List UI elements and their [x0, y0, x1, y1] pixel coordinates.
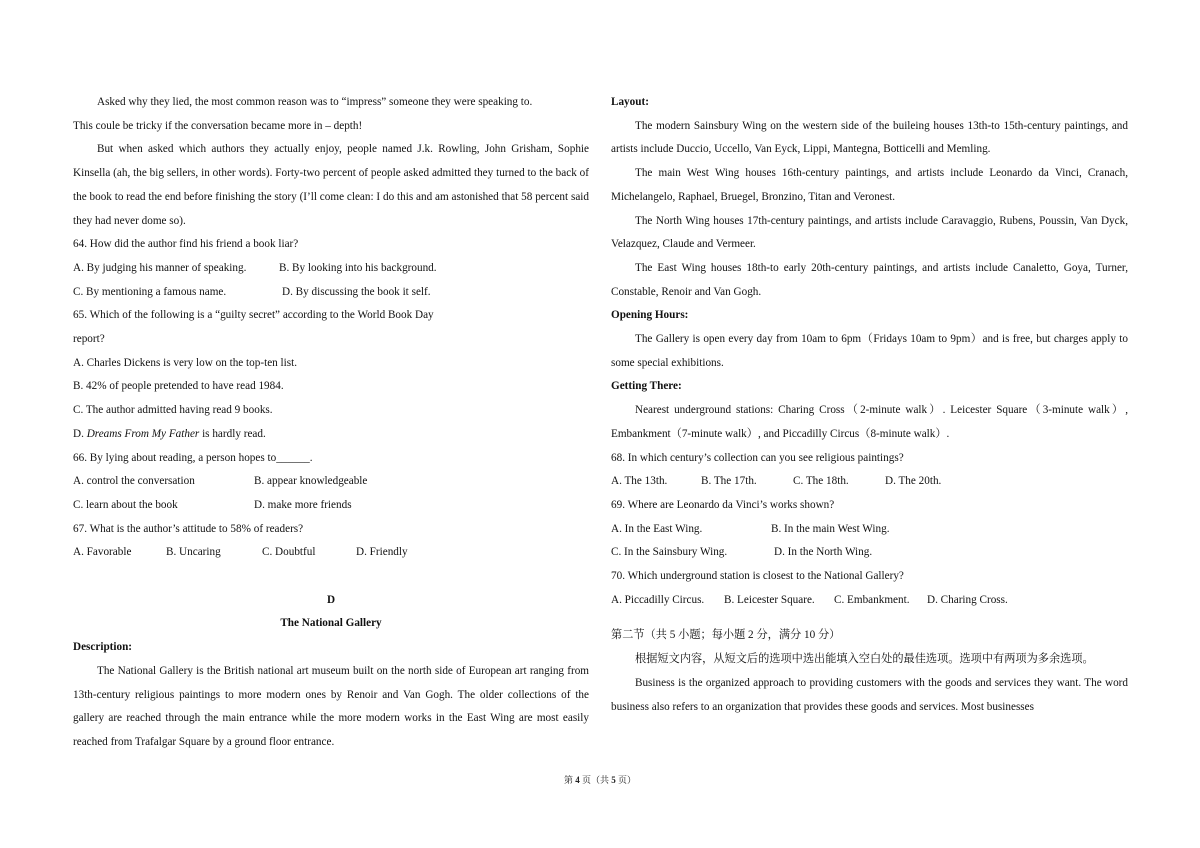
- option-67-d: D. Friendly: [356, 546, 408, 559]
- option-65-c: C. The author admitted having read 9 books.: [73, 404, 273, 417]
- option-69-a: A. In the East Wing.: [611, 522, 703, 535]
- option-65-a: A. Charles Dickens is very low on the top-ten list.: [73, 356, 298, 369]
- question-70-options: [611, 589, 1128, 613]
- option-69-c: C. In the Sainsbury Wing.: [611, 546, 728, 559]
- option-66-a: A. control the conversation: [73, 475, 195, 488]
- footer-total-pages: 5: [611, 775, 616, 785]
- option-70-a: A. Piccadilly Circus.: [611, 593, 705, 606]
- business-paragraph: Business is the organized approach to providing customers with the goods and services they want. The word business also refers to an organization that provides these goods and services. Most businesses: [611, 676, 1128, 713]
- question-66-options-row1: [73, 470, 589, 494]
- question-69-stem: 69. Where are Leonardo da Vinci’s works shown?: [611, 498, 835, 511]
- option-70-c: C. Embankment.: [834, 593, 910, 606]
- option-64-b: B. By looking into his background.: [279, 261, 437, 274]
- option-68-b: B. The 17th.: [701, 475, 757, 488]
- question-69-options-row1: [611, 518, 1128, 542]
- page-footer: [0, 773, 1200, 786]
- question-68-options: [611, 470, 1128, 494]
- question-66-options-row2: [73, 494, 589, 518]
- option-65-d-book-title: Dreams From My Father: [86, 427, 200, 440]
- description-heading: Description:: [73, 641, 133, 654]
- paragraph-reason-line2: This coule be tricky if the conversation became more in – depth!: [73, 119, 363, 132]
- option-69-b: B. In the main West Wing.: [771, 522, 890, 535]
- spacer: [611, 612, 1128, 624]
- section-2-heading: 第二节（共 5 小题；每小题 2 分，满分 10 分）: [611, 629, 841, 642]
- option-67-b: B. Uncaring: [166, 546, 221, 559]
- option-70-d: D. Charing Cross.: [927, 593, 1008, 606]
- option-65-d: [73, 423, 589, 447]
- question-69-options-row2: [611, 541, 1128, 565]
- option-65-d-suffix: is hardly read.: [199, 427, 266, 440]
- opening-hours-paragraph: The Gallery is open every day from 10am to 6pm（Fridays 10am to 9pm）and is free, but charges apply to some special exhibitions.: [611, 333, 1128, 369]
- question-64-options-row1: [73, 257, 589, 281]
- question-64-stem: 64. How did the author find his friend a book liar?: [73, 238, 299, 251]
- option-67-a: A. Favorable: [73, 546, 132, 559]
- description-paragraph: The National Gallery is the British national art museum built on the north side of European art ranging from 13th-century religious paintings to more modern ones by Renoir and Van Gogh. The older collections of the gallery are reached through the main entrance while the more modern works in the East Wing are most easily reached from Trafalgar Square by a ground floor entrance.: [73, 664, 589, 748]
- option-66-b: B. appear knowledgeable: [254, 475, 368, 488]
- option-67-c: C. Doubtful: [262, 546, 316, 559]
- question-66-stem: 66. By lying about reading, a person hopes to______.: [73, 451, 313, 464]
- paragraph-reason-line1: Asked why they lied, the most common reason was to “impress” someone they were speaking to.: [97, 96, 533, 108]
- layout-heading: Layout:: [611, 96, 649, 108]
- option-69-d: D. In the North Wing.: [774, 546, 873, 559]
- question-67-stem: 67. What is the author’s attitude to 58% of readers?: [73, 522, 304, 535]
- question-68-stem: 68. In which century’s collection can you see religious paintings?: [611, 451, 904, 464]
- layout-north-wing: The North Wing houses 17th-century paintings, and artists include Caravaggio, Rubens, Poussin, Van Dyck, Velazquez, Claude and Vermeer.: [611, 214, 1128, 251]
- option-64-c: C. By mentioning a famous name.: [73, 285, 227, 298]
- question-65-stem-line1: 65. Which of the following is a “guilty secret” according to the World Book Day: [73, 309, 434, 322]
- option-64-a: A. By judging his manner of speaking.: [73, 261, 247, 274]
- option-65-d-prefix: D.: [73, 427, 87, 440]
- layout-sainsbury-wing: The modern Sainsbury Wing on the western side of the buileing houses 13th-to 15th-century paintings, and artists include Duccio, Uccello, Van Eyck, Lippi, Mantegna, Botticelli and Memling.: [611, 119, 1128, 156]
- getting-there-heading: Getting There:: [611, 380, 682, 393]
- spacer: [73, 565, 589, 589]
- footer-page-number: 4: [575, 775, 580, 785]
- layout-west-wing: The main West Wing houses 16th-century paintings, and artists include Leonardo da Vinci, Cranach, Michelangelo, Raphael, Bruegel, Bronzino, Titan and Veronest.: [611, 167, 1128, 203]
- right-column: [611, 91, 1128, 719]
- option-68-c: C. The 18th.: [793, 475, 849, 488]
- question-70-stem: 70. Which underground station is closest to the National Gallery?: [611, 570, 904, 583]
- section-2-instruction: 根据短文内容，从短文后的选项中选出能填入空白处的最佳选项。选项中有两项为多余选项。: [635, 653, 1094, 666]
- option-65-b: B. 42% of people pretended to have read 1984.: [73, 380, 284, 393]
- footer-mid: 页（共: [581, 775, 609, 785]
- footer-prefix: 第: [563, 775, 573, 785]
- left-column: [73, 91, 589, 755]
- section-letter: D: [326, 593, 336, 606]
- option-64-d: D. By discussing the book it self.: [282, 285, 431, 298]
- question-64-options-row2: [73, 281, 589, 305]
- passage-title: The National Gallery: [280, 617, 382, 630]
- question-65-stem-line2: report?: [73, 333, 105, 346]
- paragraph-authors: But when asked which authors they actually enjoy, people named J.k. Rowling, John Grisham, Sophie Kinsella (ah, the big sellers, in other words). Forty-two percent of people asked admitted they turned to the back of the book to read the end before finishing the story (I’ll come clean: I do this and am astonished that 58 percent said they had never dome so).: [73, 143, 589, 227]
- opening-hours-heading: Opening Hours:: [611, 309, 689, 322]
- option-70-b: B. Leicester Square.: [724, 593, 815, 606]
- option-66-d: D. make more friends: [254, 498, 352, 511]
- question-67-options: [73, 541, 589, 565]
- layout-east-wing: The East Wing houses 18th-to early 20th-century paintings, and artists include Canaletto, Goya, Turner, Constable, Renoir and Van Gogh.: [611, 261, 1128, 298]
- option-66-c: C. learn about the book: [73, 498, 178, 511]
- getting-there-paragraph: Nearest underground stations: Charing Cross（2-minute walk）. Leicester Square（3-minute walk）, Embankment（7-minute walk）, and Piccadilly Circus（8-minute walk）.: [611, 404, 1128, 440]
- option-68-d: D. The 20th.: [885, 475, 942, 488]
- option-68-a: A. The 13th.: [611, 475, 668, 488]
- footer-suffix: 页）: [618, 775, 637, 785]
